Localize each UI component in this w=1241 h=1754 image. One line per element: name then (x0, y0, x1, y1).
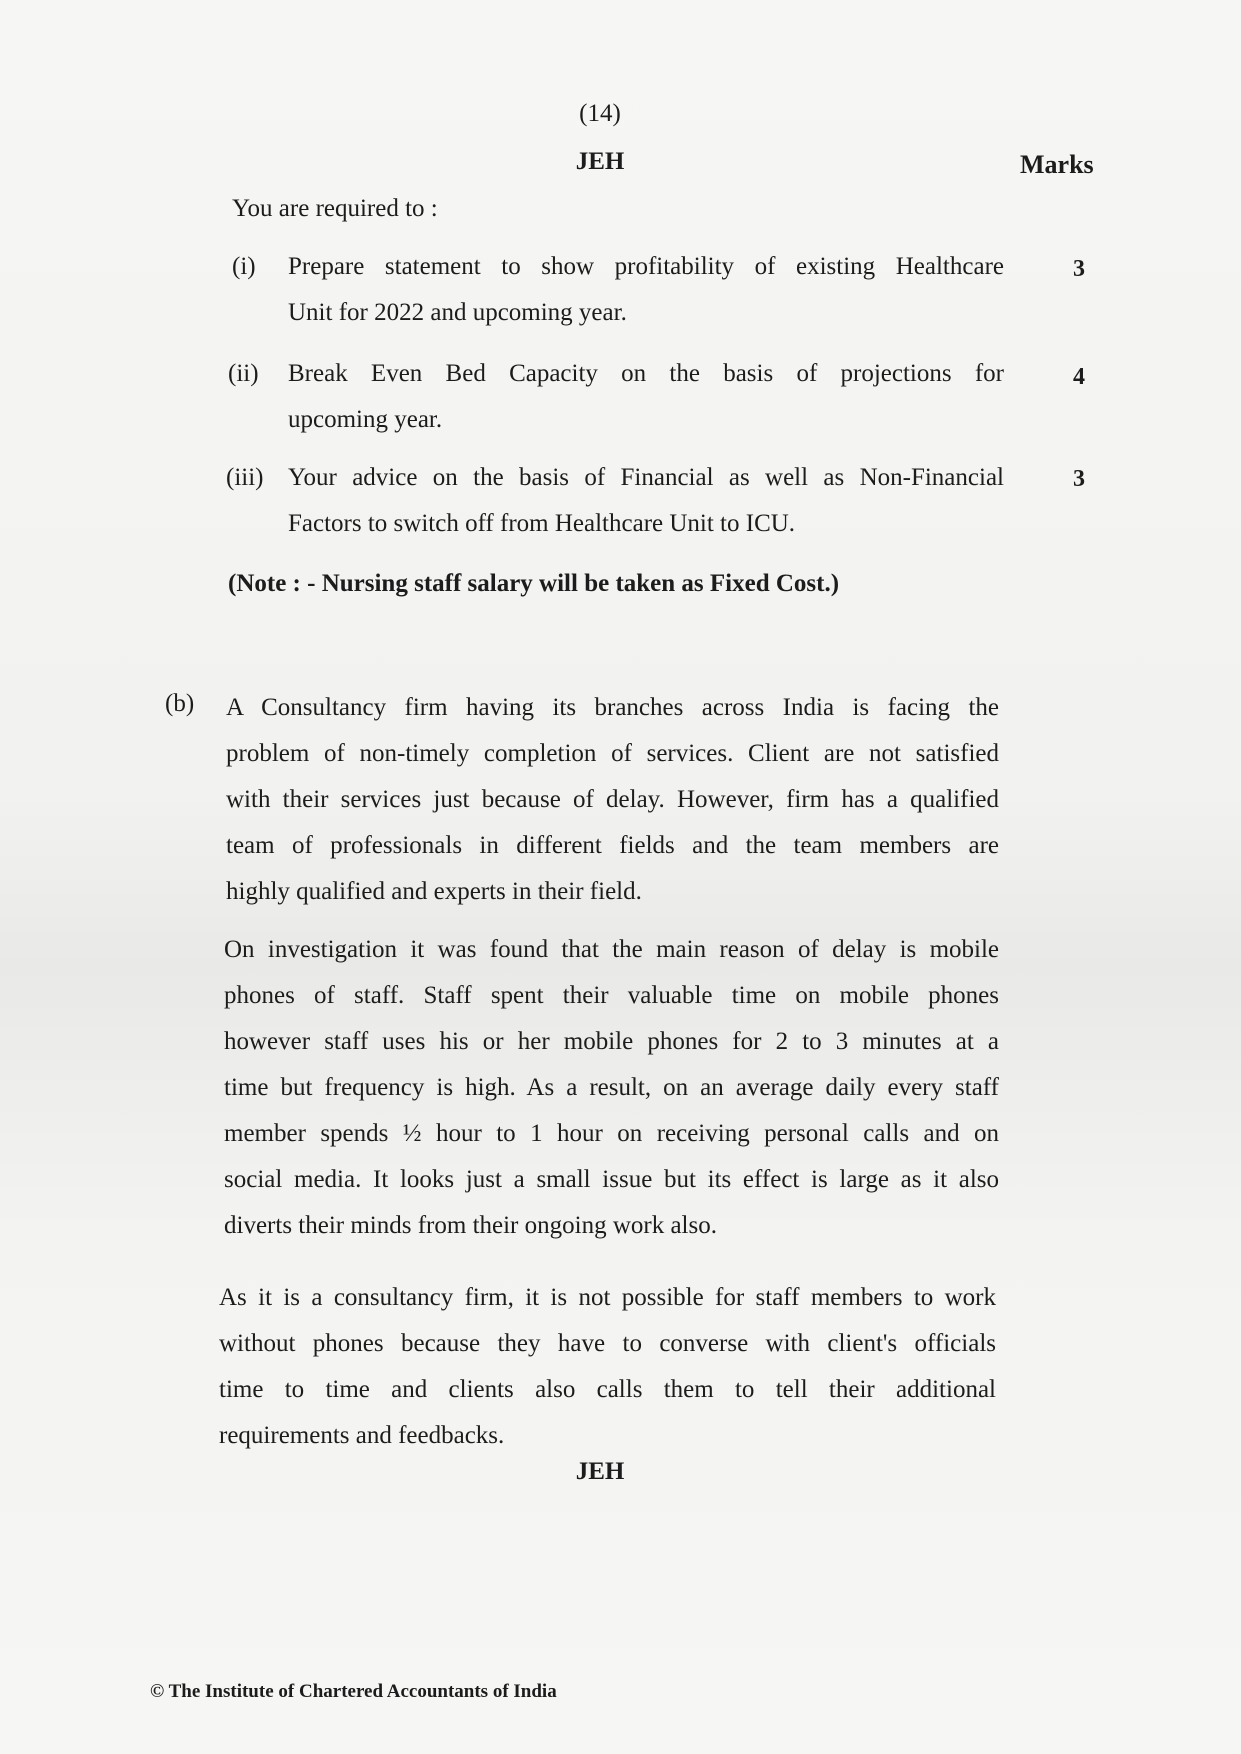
item-text-line: upcoming year. (288, 406, 443, 433)
paragraph-line: On investigation it was found that the main reason of delay is mobile (224, 936, 999, 963)
paragraph-line: diverts their minds from their ongoing work also. (224, 1212, 717, 1239)
item-marks: 3 (1073, 256, 1085, 282)
paragraph-line: member spends ½ hour to 1 hour on receiving personal calls and on (224, 1120, 999, 1147)
paragraph-2 (224, 927, 999, 1249)
item-number: (ii) (228, 360, 259, 387)
note: (Note : - Nursing staff salary will be taken as Fixed Cost.) (228, 570, 840, 597)
paragraph-line: however staff uses his or her mobile phones for 2 to 3 minutes at a (224, 1028, 999, 1055)
paragraph-line: phones of staff. Staff spent their valuable time on mobile phones (224, 982, 999, 1009)
paragraph-line: time but frequency is high. As a result, on an average daily every staff (224, 1074, 999, 1101)
item-number: (iii) (226, 464, 264, 491)
paragraph-3 (219, 1275, 996, 1459)
instruction-intro: You are required to : (232, 195, 438, 222)
page-number: (14) (579, 100, 621, 127)
paragraph-line: As it is a consultancy firm, it is not possible for staff members to work (219, 1284, 996, 1311)
item-marks: 4 (1073, 364, 1085, 390)
paragraph-line: team of professionals in different fields and the team members are (226, 832, 999, 859)
item-number: (i) (232, 253, 256, 280)
paragraph-line: A Consultancy firm having its branches across India is facing the (226, 694, 999, 721)
paragraph-line: requirements and feedbacks. (219, 1422, 505, 1449)
item-marks: 3 (1073, 466, 1085, 492)
item-text-line: Your advice on the basis of Financial as well as Non-Financial (288, 464, 1004, 491)
paragraph-line: time to time and clients also calls them to tell their additional (219, 1376, 996, 1403)
paper-code-bottom: JEH (575, 1458, 625, 1485)
item-text-line: Prepare statement to show profitability of existing Healthcare (288, 253, 1004, 280)
paragraph-line: social media. It looks just a small issue but its effect is large as it also (224, 1166, 999, 1193)
item-text-line: Unit for 2022 and upcoming year. (288, 299, 627, 326)
paper-code-top: JEH (575, 148, 625, 175)
paragraph-line: without phones because they have to converse with client's officials (219, 1330, 996, 1357)
item-text-line: Break Even Bed Capacity on the basis of projections for (288, 360, 1004, 387)
paragraph-line: highly qualified and experts in their field. (226, 878, 642, 905)
copyright: © The Institute of Chartered Accountants of India (150, 1681, 557, 1702)
paragraph-line: with their services just because of delay. However, firm has a qualified (226, 786, 999, 813)
item-text-line: Factors to switch off from Healthcare Unit to ICU. (288, 510, 796, 537)
marks-label: Marks (1020, 150, 1094, 179)
paragraph-line: problem of non-timely completion of services. Client are not satisfied (226, 740, 999, 767)
paragraph-1 (226, 685, 999, 915)
question-label-b: (b) (165, 690, 195, 717)
